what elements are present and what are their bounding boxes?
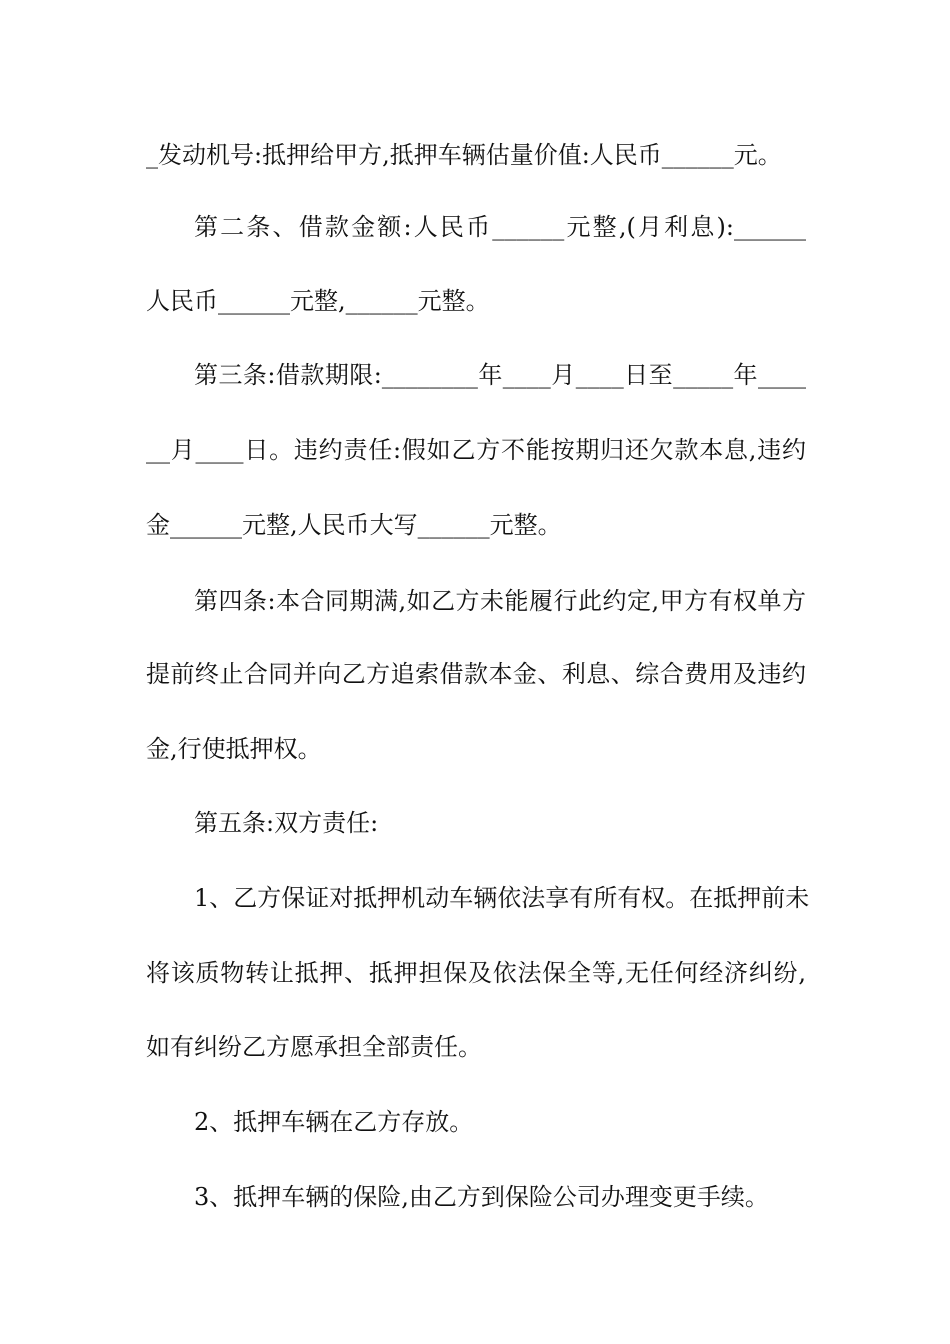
article-5-heading: 第五条:双方责任: xyxy=(194,809,379,837)
article-2-line-2: 人民币______元整,______元整。 xyxy=(146,287,490,315)
paragraph-line-1: _发动机号:抵押给甲方,抵押车辆估量价值:人民币______元。 xyxy=(146,141,782,169)
article-3-line-2: __月____日。违约责任:假如乙方不能按期归还欠款本息,违约 xyxy=(146,436,806,464)
article-2-line-1: 第二条、借款金额:人民币______元整,(月利息):______ xyxy=(194,213,806,241)
clause-2: 2、抵押车辆在乙方存放。 xyxy=(194,1108,474,1136)
clause-3: 3、抵押车辆的保险,由乙方到保险公司办理变更手续。 xyxy=(194,1183,769,1211)
article-4-line-2: 提前终止合同并向乙方追索借款本金、利息、综合费用及违约 xyxy=(146,660,806,688)
article-4-line-3: 金,行使抵押权。 xyxy=(146,735,322,763)
clause-1-line-1: 1、乙方保证对抵押机动车辆依法享有所有权。在抵押前未 xyxy=(194,884,810,912)
article-3-line-3: 金______元整,人民币大写______元整。 xyxy=(146,511,562,539)
article-3-line-1: 第三条:借款期限:________年____月____日至_____年____ xyxy=(194,361,806,389)
article-4-line-1: 第四条:本合同期满,如乙方未能履行此约定,甲方有权单方 xyxy=(194,587,806,615)
clause-1-line-2: 将该质物转让抵押、抵押担保及依法保全等,无任何经济纠纷, xyxy=(146,959,806,987)
clause-1-line-3: 如有纠纷乙方愿承担全部责任。 xyxy=(146,1033,482,1061)
